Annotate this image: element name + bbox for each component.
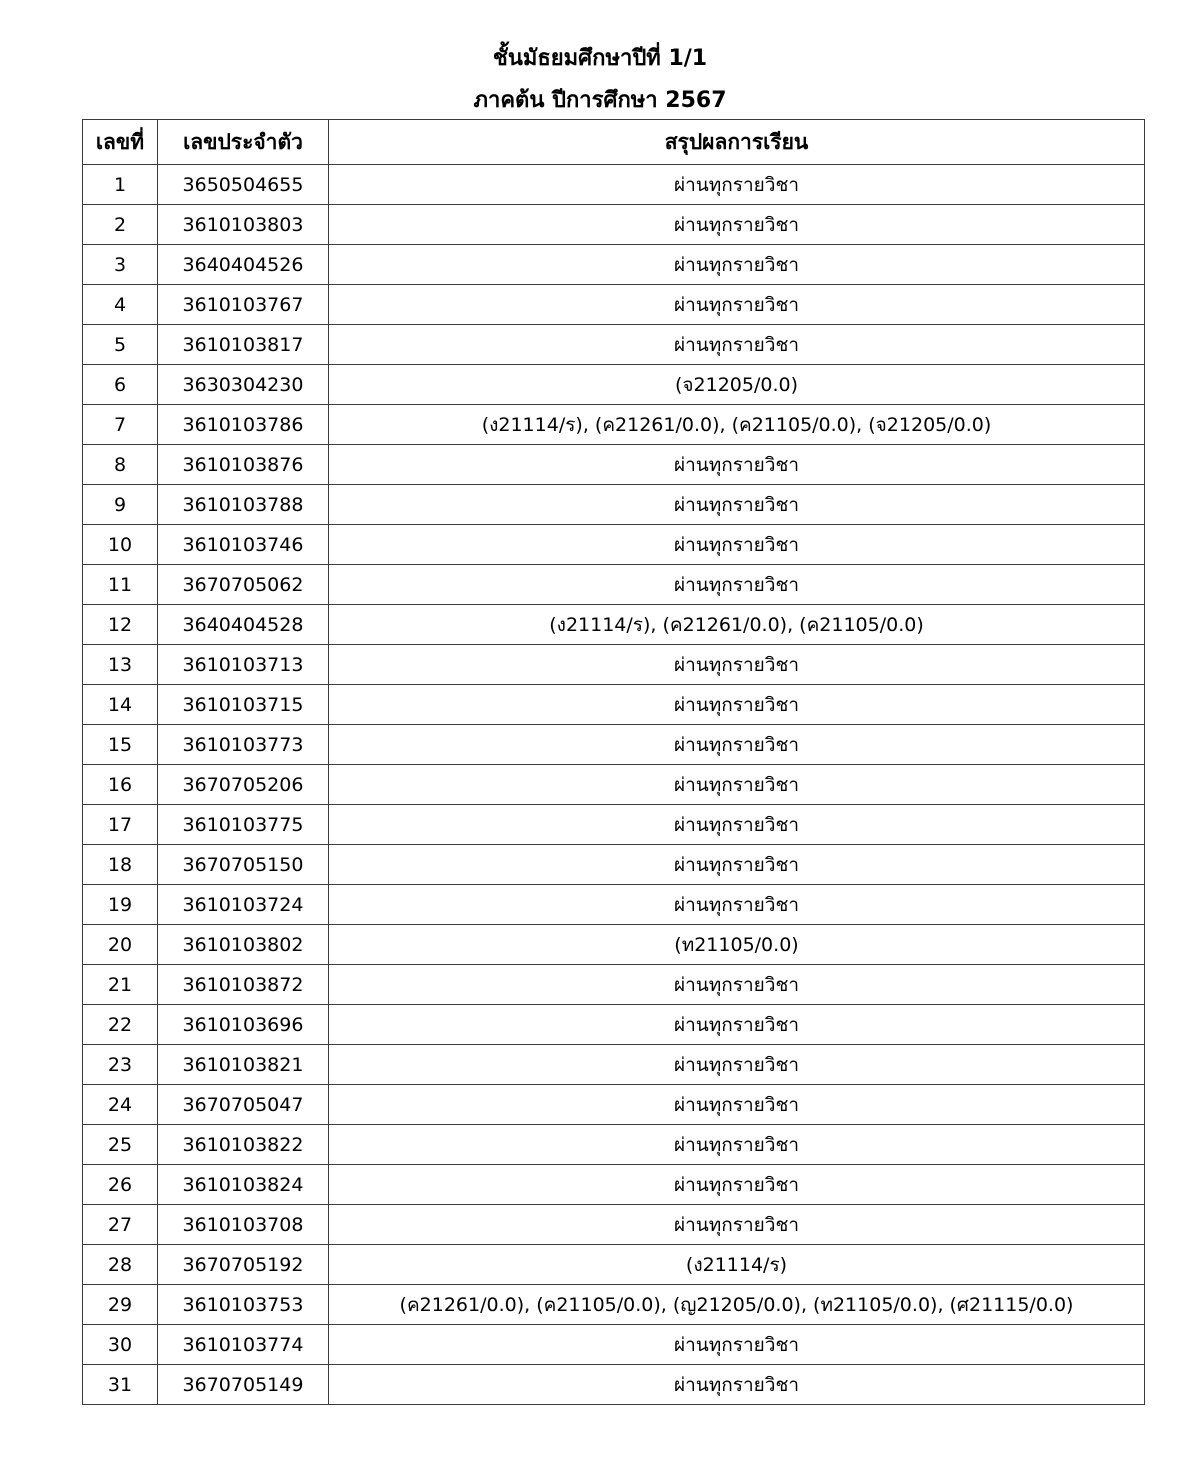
cell-number: 28 (83, 1245, 158, 1285)
cell-summary: ผ่านทุกรายวิชา (329, 1325, 1145, 1365)
cell-summary: ผ่านทุกรายวิชา (329, 485, 1145, 525)
cell-student-id: 3610103774 (158, 1325, 329, 1365)
table-row (83, 485, 1145, 525)
cell-student-id: 3610103715 (158, 685, 329, 725)
cell-student-id: 3640404528 (158, 605, 329, 645)
cell-number: 14 (83, 685, 158, 725)
cell-summary: ผ่านทุกรายวิชา (329, 965, 1145, 1005)
cell-student-id: 3610103708 (158, 1205, 329, 1245)
table-row (83, 845, 1145, 885)
document-subtitle: ภาคต้น ปีการศึกษา 2567 (473, 88, 727, 113)
cell-summary: ผ่านทุกรายวิชา (329, 165, 1145, 205)
cell-student-id: 3670705192 (158, 1245, 329, 1285)
cell-summary: ผ่านทุกรายวิชา (329, 685, 1145, 725)
table-row (83, 725, 1145, 765)
table-row (83, 765, 1145, 805)
table-row (83, 685, 1145, 725)
cell-number: 16 (83, 765, 158, 805)
cell-student-id: 3630304230 (158, 365, 329, 405)
cell-summary: ผ่านทุกรายวิชา (329, 565, 1145, 605)
cell-number: 4 (83, 285, 158, 325)
cell-summary: ผ่านทุกรายวิชา (329, 845, 1145, 885)
table-row (83, 325, 1145, 365)
cell-student-id: 3610103713 (158, 645, 329, 685)
table-row (83, 365, 1145, 405)
table-row (83, 445, 1145, 485)
cell-number: 19 (83, 885, 158, 925)
cell-number: 2 (83, 205, 158, 245)
cell-student-id: 3610103753 (158, 1285, 329, 1325)
table-row (83, 965, 1145, 1005)
table-row (83, 285, 1145, 325)
cell-summary: ผ่านทุกรายวิชา (329, 285, 1145, 325)
cell-number: 5 (83, 325, 158, 365)
cell-number: 22 (83, 1005, 158, 1045)
cell-summary: ผ่านทุกรายวิชา (329, 1085, 1145, 1125)
cell-number: 25 (83, 1125, 158, 1165)
cell-number: 8 (83, 445, 158, 485)
table-row (83, 1365, 1145, 1405)
cell-summary: (ท21105/0.0) (329, 925, 1145, 965)
cell-student-id: 3610103786 (158, 405, 329, 445)
cell-number: 27 (83, 1205, 158, 1245)
table-row (83, 405, 1145, 445)
table-row (83, 605, 1145, 645)
cell-number: 3 (83, 245, 158, 285)
table-row (83, 925, 1145, 965)
cell-summary: ผ่านทุกรายวิชา (329, 325, 1145, 365)
cell-summary: (จ21205/0.0) (329, 365, 1145, 405)
table-row (83, 1245, 1145, 1285)
cell-number: 20 (83, 925, 158, 965)
cell-number: 30 (83, 1325, 158, 1365)
cell-student-id: 3610103821 (158, 1045, 329, 1085)
cell-student-id: 3610103696 (158, 1005, 329, 1045)
table-row (83, 1005, 1145, 1045)
cell-summary: ผ่านทุกรายวิชา (329, 1125, 1145, 1165)
table-row (83, 525, 1145, 565)
table-row (83, 205, 1145, 245)
table-row (83, 885, 1145, 925)
cell-summary: ผ่านทุกรายวิชา (329, 1365, 1145, 1405)
cell-summary: ผ่านทุกรายวิชา (329, 525, 1145, 565)
cell-student-id: 3610103724 (158, 885, 329, 925)
column-header-summary: สรุปผลการเรียน (329, 120, 1145, 165)
cell-summary: ผ่านทุกรายวิชา (329, 245, 1145, 285)
cell-summary: (ง21114/ร), (ค21261/0.0), (ค21105/0.0), (จ21205/0.0) (329, 405, 1145, 445)
cell-number: 9 (83, 485, 158, 525)
table-row (83, 645, 1145, 685)
cell-number: 15 (83, 725, 158, 765)
table-row (83, 1325, 1145, 1365)
cell-student-id: 3610103817 (158, 325, 329, 365)
cell-student-id: 3610103872 (158, 965, 329, 1005)
cell-student-id: 3610103788 (158, 485, 329, 525)
table-row (83, 165, 1145, 205)
cell-summary: ผ่านทุกรายวิชา (329, 645, 1145, 685)
cell-number: 1 (83, 165, 158, 205)
cell-number: 12 (83, 605, 158, 645)
cell-summary: ผ่านทุกรายวิชา (329, 1165, 1145, 1205)
cell-summary: ผ่านทุกรายวิชา (329, 445, 1145, 485)
cell-student-id: 3670705062 (158, 565, 329, 605)
cell-summary: ผ่านทุกรายวิชา (329, 765, 1145, 805)
cell-number: 17 (83, 805, 158, 845)
table-row (83, 1085, 1145, 1125)
column-header-student-id: เลขประจำตัว (158, 120, 329, 165)
cell-summary: ผ่านทุกรายวิชา (329, 725, 1145, 765)
cell-number: 23 (83, 1045, 158, 1085)
cell-summary: ผ่านทุกรายวิชา (329, 1045, 1145, 1085)
cell-summary: (ค21261/0.0), (ค21105/0.0), (ญ21205/0.0), (ท21105/0.0), (ศ21115/0.0) (329, 1285, 1145, 1325)
cell-summary: ผ่านทุกรายวิชา (329, 205, 1145, 245)
cell-number: 26 (83, 1165, 158, 1205)
cell-number: 21 (83, 965, 158, 1005)
table-row (83, 1205, 1145, 1245)
cell-number: 24 (83, 1085, 158, 1125)
table-row (83, 1285, 1145, 1325)
cell-number: 18 (83, 845, 158, 885)
cell-student-id: 3670705150 (158, 845, 329, 885)
table-row (83, 805, 1145, 845)
cell-summary: (ง21114/ร), (ค21261/0.0), (ค21105/0.0) (329, 605, 1145, 645)
cell-number: 7 (83, 405, 158, 445)
document-title: ชั้นมัธยมศึกษาปีที่ 1/1 (492, 46, 708, 71)
cell-student-id: 3610103746 (158, 525, 329, 565)
cell-student-id: 3610103876 (158, 445, 329, 485)
cell-student-id: 3610103767 (158, 285, 329, 325)
cell-number: 10 (83, 525, 158, 565)
cell-student-id: 3610103803 (158, 205, 329, 245)
table-row (83, 565, 1145, 605)
cell-summary: ผ่านทุกรายวิชา (329, 805, 1145, 845)
table-header-row (83, 120, 1145, 165)
cell-student-id: 3610103822 (158, 1125, 329, 1165)
cell-student-id: 3670705047 (158, 1085, 329, 1125)
cell-student-id: 3670705149 (158, 1365, 329, 1405)
cell-number: 6 (83, 365, 158, 405)
cell-student-id: 3670705206 (158, 765, 329, 805)
cell-student-id: 3610103802 (158, 925, 329, 965)
cell-student-id: 3610103824 (158, 1165, 329, 1205)
cell-number: 31 (83, 1365, 158, 1405)
cell-summary: (ง21114/ร) (329, 1245, 1145, 1285)
column-header-number: เลขที่ (83, 120, 158, 165)
table-row (83, 1125, 1145, 1165)
cell-student-id: 3650504655 (158, 165, 329, 205)
cell-student-id: 3610103773 (158, 725, 329, 765)
cell-summary: ผ่านทุกรายวิชา (329, 1005, 1145, 1045)
table-row (83, 1045, 1145, 1085)
cell-student-id: 3610103775 (158, 805, 329, 845)
cell-number: 29 (83, 1285, 158, 1325)
table-row (83, 245, 1145, 285)
cell-number: 13 (83, 645, 158, 685)
cell-summary: ผ่านทุกรายวิชา (329, 885, 1145, 925)
cell-student-id: 3640404526 (158, 245, 329, 285)
results-table (82, 119, 1145, 1405)
cell-number: 11 (83, 565, 158, 605)
table-row (83, 1165, 1145, 1205)
cell-summary: ผ่านทุกรายวิชา (329, 1205, 1145, 1245)
table-body (83, 165, 1145, 1405)
